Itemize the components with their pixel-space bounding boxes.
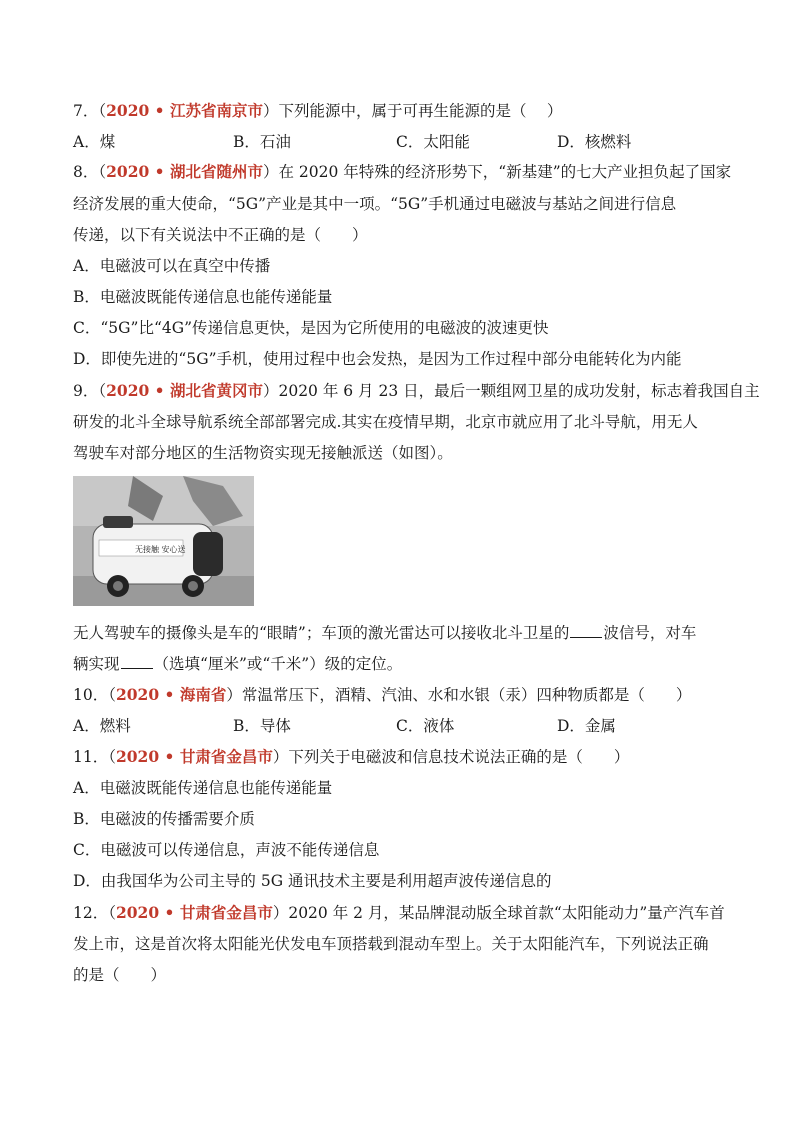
- question-9-fill-line-2: 辆实现 （选填“厘米”或“千米”）级的定位。: [73, 655, 403, 673]
- answer-blank-1[interactable]: [570, 623, 602, 638]
- question-8-option-d: D．即使先进的“5G”手机，使用过程中也会发热，是因为工作过程中部分电能转化为内能: [73, 350, 682, 368]
- question-12-stem-line-3: 的是（ ）: [73, 966, 167, 984]
- question-10-stem: 10．（2020 • 海南省）常温常压下，酒精、汽油、水和水银（汞）四种物质都是（ ）: [73, 685, 692, 704]
- question-10-option-c: C．液体: [396, 717, 455, 735]
- question-11-option-b: B．电磁波的传播需要介质: [73, 810, 255, 828]
- question-8-stem-line-1: 8．（2020 • 湖北省随州市）在 2020 年特殊的经济形势下，“新基建”的七大产业担负起了国家: [73, 162, 732, 181]
- delivery-vehicle-photo: [73, 476, 254, 606]
- question-9-source: 2020 • 湖北省黄冈市: [106, 381, 263, 400]
- question-11-option-d: D．由我国华为公司主导的 5G 通讯技术主要是利用超声波传递信息的: [73, 872, 552, 890]
- question-9-fill-line-1: 无人驾驶车的摄像头是车的“眼睛”；车顶的激光雷达可以接收北斗卫星的 波信号，对车: [73, 624, 697, 642]
- question-11-option-c: C．电磁波可以传递信息，声波不能传递信息: [73, 841, 380, 859]
- question-7-option-b: B．石油: [233, 133, 291, 151]
- delivery-vehicle-illustration: [73, 476, 254, 606]
- question-11-stem: 11．（2020 • 甘肃省金昌市）下列关于电磁波和信息技术说法正确的是（ ）: [73, 747, 630, 766]
- vehicle-sign-text: 无接触 安心送: [135, 545, 186, 554]
- question-9-stem-line-1: 9．（2020 • 湖北省黄冈市）2020 年 6 月 23 日，最后一颗组网卫星的成功发射，标志着我国自主: [73, 381, 760, 400]
- question-9-stem-line-2: 研发的北斗全球导航系统全部部署完成.其实在疫情早期，北京市就应用了北斗导航，用无人: [73, 413, 698, 431]
- question-8-stem-line-3: 传递，以下有关说法中不正确的是（ ）: [73, 226, 368, 244]
- answer-blank-2[interactable]: [121, 654, 153, 669]
- question-8-option-b: B．电磁波既能传递信息也能传递能量: [73, 288, 333, 306]
- question-12-stem-line-2: 发上市，这是首次将太阳能光伏发电车顶搭载到混动车型上。关于太阳能汽车，下列说法正确: [73, 935, 709, 953]
- question-10-source: 2020 • 海南省: [115, 685, 227, 704]
- question-8-option-c: C．“5G”比“4G”传递信息更快，是因为它所使用的电磁波的波速更快: [73, 319, 549, 337]
- question-10-option-d: D．金属: [557, 717, 616, 735]
- question-9-stem-line-3: 驾驶车对部分地区的生活物资实现无接触派送（如图）。: [73, 444, 453, 462]
- question-11-source: 2020 • 甘肃省金昌市: [115, 747, 273, 766]
- question-11-option-a: A．电磁波既能传递信息也能传递能量: [73, 779, 333, 797]
- question-7-source: 2020 • 江苏省南京市: [106, 101, 263, 120]
- question-10-option-a: A．燃料: [73, 717, 131, 735]
- question-7-option-a: A．煤: [73, 133, 116, 151]
- question-8-option-a: A．电磁波可以在真空中传播: [73, 257, 271, 275]
- question-10-option-b: B．导体: [233, 717, 291, 735]
- question-7-stem: 7．（2020 • 江苏省南京市）下列能源中，属于可再生能源的是（ ）: [73, 101, 563, 120]
- question-7-option-d: D．核燃料: [557, 133, 632, 151]
- question-8-stem-line-2: 经济发展的重大使命，“5G”产业是其中一项。“5G”手机通过电磁波与基站之间进行信息: [73, 195, 677, 213]
- question-12-source: 2020 • 甘肃省金昌市: [115, 903, 273, 922]
- question-7-option-c: C．太阳能: [396, 133, 470, 151]
- question-8-source: 2020 • 湖北省随州市: [106, 162, 263, 181]
- question-12-stem-line-1: 12．（2020 • 甘肃省金昌市）2020 年 2 月，某品牌混动版全球首款“太阳能动力”量产汽车首: [73, 903, 725, 922]
